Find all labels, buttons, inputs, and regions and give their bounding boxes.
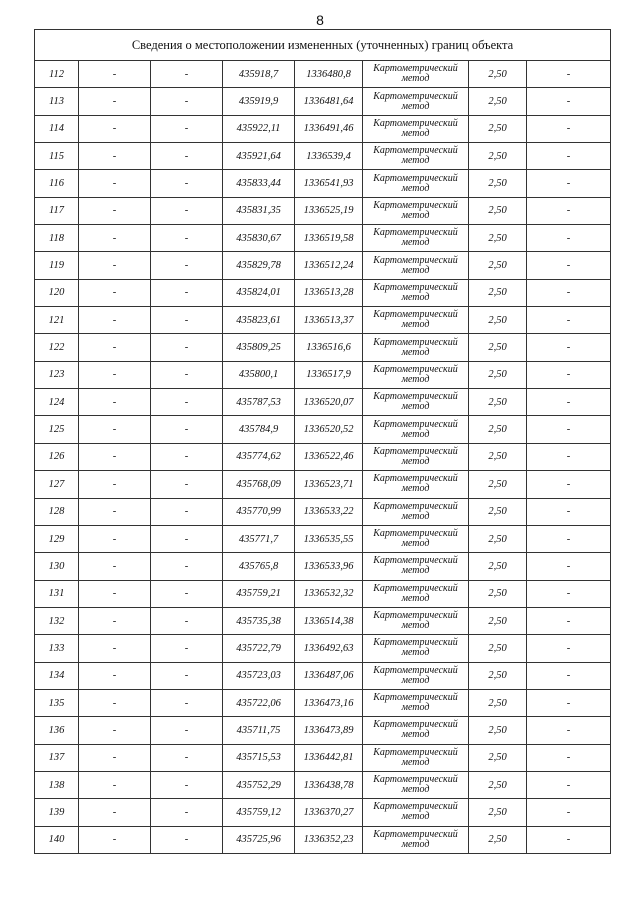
point-number-cell: 121: [35, 307, 79, 334]
accuracy-cell: 2,50: [469, 88, 527, 115]
method-cell: Картометрический метод: [363, 197, 469, 224]
new-y-cell: 1336514,38: [295, 607, 363, 634]
table-row: [35, 826, 611, 853]
new-x-cell: 435830,67: [223, 225, 295, 252]
table-row: [35, 279, 611, 306]
old-x-cell: -: [79, 88, 151, 115]
old-y-cell: -: [151, 689, 223, 716]
old-y-cell: -: [151, 744, 223, 771]
new-x-cell: 435759,21: [223, 580, 295, 607]
old-y-cell: -: [151, 717, 223, 744]
description-cell: -: [527, 771, 611, 798]
description-cell: -: [527, 799, 611, 826]
old-x-cell: -: [79, 662, 151, 689]
new-x-cell: 435722,06: [223, 689, 295, 716]
point-number-cell: 127: [35, 471, 79, 498]
new-y-cell: 1336517,9: [295, 361, 363, 388]
new-y-cell: 1336525,19: [295, 197, 363, 224]
old-x-cell: -: [79, 826, 151, 853]
old-x-cell: -: [79, 635, 151, 662]
table-row: [35, 115, 611, 142]
point-number-cell: 125: [35, 416, 79, 443]
old-y-cell: -: [151, 771, 223, 798]
old-x-cell: -: [79, 580, 151, 607]
new-x-cell: 435752,29: [223, 771, 295, 798]
old-x-cell: -: [79, 334, 151, 361]
old-x-cell: -: [79, 498, 151, 525]
old-x-cell: -: [79, 416, 151, 443]
accuracy-cell: 2,50: [469, 307, 527, 334]
method-cell: Картометрический метод: [363, 799, 469, 826]
old-y-cell: -: [151, 307, 223, 334]
accuracy-cell: 2,50: [469, 61, 527, 88]
table-row: [35, 416, 611, 443]
old-x-cell: -: [79, 361, 151, 388]
new-x-cell: 435722,79: [223, 635, 295, 662]
old-y-cell: -: [151, 580, 223, 607]
point-number-cell: 113: [35, 88, 79, 115]
accuracy-cell: 2,50: [469, 279, 527, 306]
new-y-cell: 1336370,27: [295, 799, 363, 826]
old-y-cell: -: [151, 279, 223, 306]
table-row: [35, 607, 611, 634]
method-cell: Картометрический метод: [363, 525, 469, 552]
accuracy-cell: 2,50: [469, 580, 527, 607]
table-row: [35, 471, 611, 498]
point-number-cell: 115: [35, 143, 79, 170]
table-row: [35, 744, 611, 771]
new-x-cell: 435831,35: [223, 197, 295, 224]
description-cell: -: [527, 635, 611, 662]
new-y-cell: 1336520,07: [295, 389, 363, 416]
table-row: [35, 143, 611, 170]
old-y-cell: -: [151, 553, 223, 580]
old-y-cell: -: [151, 498, 223, 525]
accuracy-cell: 2,50: [469, 635, 527, 662]
table-row: [35, 389, 611, 416]
new-x-cell: 435918,7: [223, 61, 295, 88]
table-row: [35, 252, 611, 279]
point-number-cell: 140: [35, 826, 79, 853]
point-number-cell: 137: [35, 744, 79, 771]
method-cell: Картометрический метод: [363, 416, 469, 443]
method-cell: Картометрический метод: [363, 717, 469, 744]
accuracy-cell: 2,50: [469, 389, 527, 416]
new-y-cell: 1336523,71: [295, 471, 363, 498]
new-y-cell: 1336519,58: [295, 225, 363, 252]
description-cell: -: [527, 498, 611, 525]
new-x-cell: 435759,12: [223, 799, 295, 826]
new-y-cell: 1336352,23: [295, 826, 363, 853]
description-cell: -: [527, 307, 611, 334]
new-x-cell: 435829,78: [223, 252, 295, 279]
new-y-cell: 1336533,22: [295, 498, 363, 525]
point-number-cell: 114: [35, 115, 79, 142]
new-y-cell: 1336481,64: [295, 88, 363, 115]
old-y-cell: -: [151, 607, 223, 634]
accuracy-cell: 2,50: [469, 744, 527, 771]
accuracy-cell: 2,50: [469, 443, 527, 470]
table-title-row: [35, 30, 611, 61]
method-cell: Картометрический метод: [363, 61, 469, 88]
description-cell: -: [527, 197, 611, 224]
old-y-cell: -: [151, 662, 223, 689]
old-x-cell: -: [79, 170, 151, 197]
method-cell: Картометрический метод: [363, 553, 469, 580]
old-y-cell: -: [151, 334, 223, 361]
description-cell: -: [527, 826, 611, 853]
new-y-cell: 1336516,6: [295, 334, 363, 361]
old-y-cell: -: [151, 635, 223, 662]
new-y-cell: 1336512,24: [295, 252, 363, 279]
boundary-coordinates-table: [34, 29, 611, 854]
old-y-cell: -: [151, 115, 223, 142]
accuracy-cell: 2,50: [469, 553, 527, 580]
table-row: [35, 717, 611, 744]
description-cell: -: [527, 744, 611, 771]
new-x-cell: 435735,38: [223, 607, 295, 634]
new-y-cell: 1336539,4: [295, 143, 363, 170]
new-x-cell: 435765,8: [223, 553, 295, 580]
accuracy-cell: 2,50: [469, 799, 527, 826]
description-cell: -: [527, 717, 611, 744]
table-row: [35, 525, 611, 552]
new-y-cell: 1336473,89: [295, 717, 363, 744]
new-x-cell: 435723,03: [223, 662, 295, 689]
new-y-cell: 1336438,78: [295, 771, 363, 798]
old-x-cell: -: [79, 252, 151, 279]
accuracy-cell: 2,50: [469, 689, 527, 716]
accuracy-cell: 2,50: [469, 361, 527, 388]
method-cell: Картометрический метод: [363, 143, 469, 170]
method-cell: Картометрический метод: [363, 279, 469, 306]
table-row: [35, 225, 611, 252]
old-x-cell: -: [79, 471, 151, 498]
new-x-cell: 435768,09: [223, 471, 295, 498]
table-row: [35, 799, 611, 826]
point-number-cell: 119: [35, 252, 79, 279]
description-cell: -: [527, 443, 611, 470]
method-cell: Картометрический метод: [363, 580, 469, 607]
accuracy-cell: 2,50: [469, 143, 527, 170]
point-number-cell: 139: [35, 799, 79, 826]
description-cell: -: [527, 689, 611, 716]
old-y-cell: -: [151, 197, 223, 224]
old-x-cell: -: [79, 799, 151, 826]
method-cell: Картометрический метод: [363, 307, 469, 334]
accuracy-cell: 2,50: [469, 662, 527, 689]
old-x-cell: -: [79, 197, 151, 224]
table-row: [35, 689, 611, 716]
new-y-cell: 1336532,32: [295, 580, 363, 607]
old-x-cell: -: [79, 525, 151, 552]
table-row: [35, 553, 611, 580]
accuracy-cell: 2,50: [469, 498, 527, 525]
new-y-cell: 1336533,96: [295, 553, 363, 580]
method-cell: Картометрический метод: [363, 170, 469, 197]
table-row: [35, 61, 611, 88]
new-x-cell: 435787,53: [223, 389, 295, 416]
point-number-cell: 124: [35, 389, 79, 416]
old-x-cell: -: [79, 744, 151, 771]
new-y-cell: 1336513,37: [295, 307, 363, 334]
old-x-cell: -: [79, 307, 151, 334]
old-y-cell: -: [151, 170, 223, 197]
description-cell: -: [527, 225, 611, 252]
new-x-cell: 435784,9: [223, 416, 295, 443]
new-x-cell: 435824,01: [223, 279, 295, 306]
old-y-cell: -: [151, 389, 223, 416]
method-cell: Картометрический метод: [363, 471, 469, 498]
description-cell: -: [527, 61, 611, 88]
point-number-cell: 117: [35, 197, 79, 224]
table-row: [35, 443, 611, 470]
description-cell: -: [527, 607, 611, 634]
table-row: [35, 662, 611, 689]
new-x-cell: 435774,62: [223, 443, 295, 470]
method-cell: Картометрический метод: [363, 498, 469, 525]
new-x-cell: 435770,99: [223, 498, 295, 525]
old-x-cell: -: [79, 389, 151, 416]
description-cell: -: [527, 361, 611, 388]
old-y-cell: -: [151, 525, 223, 552]
point-number-cell: 134: [35, 662, 79, 689]
accuracy-cell: 2,50: [469, 170, 527, 197]
point-number-cell: 130: [35, 553, 79, 580]
accuracy-cell: 2,50: [469, 826, 527, 853]
description-cell: -: [527, 143, 611, 170]
description-cell: -: [527, 389, 611, 416]
table-row: [35, 170, 611, 197]
page-number: 8: [316, 12, 324, 28]
table-row: [35, 197, 611, 224]
old-y-cell: -: [151, 416, 223, 443]
old-y-cell: -: [151, 361, 223, 388]
old-x-cell: -: [79, 115, 151, 142]
point-number-cell: 133: [35, 635, 79, 662]
new-x-cell: 435921,64: [223, 143, 295, 170]
old-x-cell: -: [79, 607, 151, 634]
new-x-cell: 435711,75: [223, 717, 295, 744]
new-x-cell: 435800,1: [223, 361, 295, 388]
old-x-cell: -: [79, 443, 151, 470]
point-number-cell: 138: [35, 771, 79, 798]
point-number-cell: 128: [35, 498, 79, 525]
old-y-cell: -: [151, 443, 223, 470]
point-number-cell: 136: [35, 717, 79, 744]
accuracy-cell: 2,50: [469, 717, 527, 744]
point-number-cell: 120: [35, 279, 79, 306]
old-x-cell: -: [79, 717, 151, 744]
method-cell: Картометрический метод: [363, 389, 469, 416]
method-cell: Картометрический метод: [363, 361, 469, 388]
new-x-cell: 435725,96: [223, 826, 295, 853]
new-x-cell: 435809,25: [223, 334, 295, 361]
table-row: [35, 635, 611, 662]
new-y-cell: 1336480,8: [295, 61, 363, 88]
method-cell: Картометрический метод: [363, 689, 469, 716]
old-x-cell: -: [79, 61, 151, 88]
old-y-cell: -: [151, 143, 223, 170]
accuracy-cell: 2,50: [469, 525, 527, 552]
old-y-cell: -: [151, 826, 223, 853]
point-number-cell: 129: [35, 525, 79, 552]
description-cell: -: [527, 252, 611, 279]
old-y-cell: -: [151, 88, 223, 115]
old-x-cell: -: [79, 553, 151, 580]
point-number-cell: 131: [35, 580, 79, 607]
new-y-cell: 1336541,93: [295, 170, 363, 197]
method-cell: Картометрический метод: [363, 334, 469, 361]
new-x-cell: 435833,44: [223, 170, 295, 197]
table-row: [35, 361, 611, 388]
point-number-cell: 116: [35, 170, 79, 197]
point-number-cell: 126: [35, 443, 79, 470]
new-y-cell: 1336492,63: [295, 635, 363, 662]
new-y-cell: 1336520,52: [295, 416, 363, 443]
point-number-cell: 118: [35, 225, 79, 252]
method-cell: Картометрический метод: [363, 662, 469, 689]
new-y-cell: 1336535,55: [295, 525, 363, 552]
new-x-cell: 435715,53: [223, 744, 295, 771]
accuracy-cell: 2,50: [469, 225, 527, 252]
method-cell: Картометрический метод: [363, 826, 469, 853]
old-x-cell: -: [79, 225, 151, 252]
table-body: [35, 61, 611, 854]
new-y-cell: 1336487,06: [295, 662, 363, 689]
old-y-cell: -: [151, 61, 223, 88]
accuracy-cell: 2,50: [469, 115, 527, 142]
point-number-cell: 112: [35, 61, 79, 88]
method-cell: Картометрический метод: [363, 443, 469, 470]
old-y-cell: -: [151, 471, 223, 498]
accuracy-cell: 2,50: [469, 771, 527, 798]
table-row: [35, 334, 611, 361]
point-number-cell: 123: [35, 361, 79, 388]
new-y-cell: 1336491,46: [295, 115, 363, 142]
old-y-cell: -: [151, 252, 223, 279]
description-cell: -: [527, 170, 611, 197]
new-x-cell: 435922,11: [223, 115, 295, 142]
table-row: [35, 580, 611, 607]
table-row: [35, 88, 611, 115]
point-number-cell: 135: [35, 689, 79, 716]
description-cell: -: [527, 471, 611, 498]
method-cell: Картометрический метод: [363, 771, 469, 798]
table-row: [35, 498, 611, 525]
method-cell: Картометрический метод: [363, 225, 469, 252]
old-x-cell: -: [79, 689, 151, 716]
description-cell: -: [527, 279, 611, 306]
description-cell: -: [527, 580, 611, 607]
description-cell: -: [527, 525, 611, 552]
accuracy-cell: 2,50: [469, 471, 527, 498]
method-cell: Картометрический метод: [363, 115, 469, 142]
point-number-cell: 132: [35, 607, 79, 634]
new-y-cell: 1336442,81: [295, 744, 363, 771]
new-x-cell: 435823,61: [223, 307, 295, 334]
description-cell: -: [527, 553, 611, 580]
old-y-cell: -: [151, 799, 223, 826]
new-x-cell: 435771,7: [223, 525, 295, 552]
method-cell: Картометрический метод: [363, 88, 469, 115]
table-row: [35, 307, 611, 334]
old-x-cell: -: [79, 771, 151, 798]
method-cell: Картометрический метод: [363, 744, 469, 771]
description-cell: -: [527, 88, 611, 115]
new-y-cell: 1336473,16: [295, 689, 363, 716]
accuracy-cell: 2,50: [469, 416, 527, 443]
table-row: [35, 771, 611, 798]
description-cell: -: [527, 662, 611, 689]
new-y-cell: 1336522,46: [295, 443, 363, 470]
old-y-cell: -: [151, 225, 223, 252]
accuracy-cell: 2,50: [469, 334, 527, 361]
new-y-cell: 1336513,28: [295, 279, 363, 306]
accuracy-cell: 2,50: [469, 607, 527, 634]
method-cell: Картометрический метод: [363, 252, 469, 279]
description-cell: -: [527, 334, 611, 361]
accuracy-cell: 2,50: [469, 252, 527, 279]
new-x-cell: 435919,9: [223, 88, 295, 115]
method-cell: Картометрический метод: [363, 635, 469, 662]
description-cell: -: [527, 115, 611, 142]
description-cell: -: [527, 416, 611, 443]
point-number-cell: 122: [35, 334, 79, 361]
accuracy-cell: 2,50: [469, 197, 527, 224]
method-cell: Картометрический метод: [363, 607, 469, 634]
table-title: Сведения о местоположении измененных (уточненных) границ объекта: [35, 30, 611, 61]
old-x-cell: -: [79, 279, 151, 306]
old-x-cell: -: [79, 143, 151, 170]
